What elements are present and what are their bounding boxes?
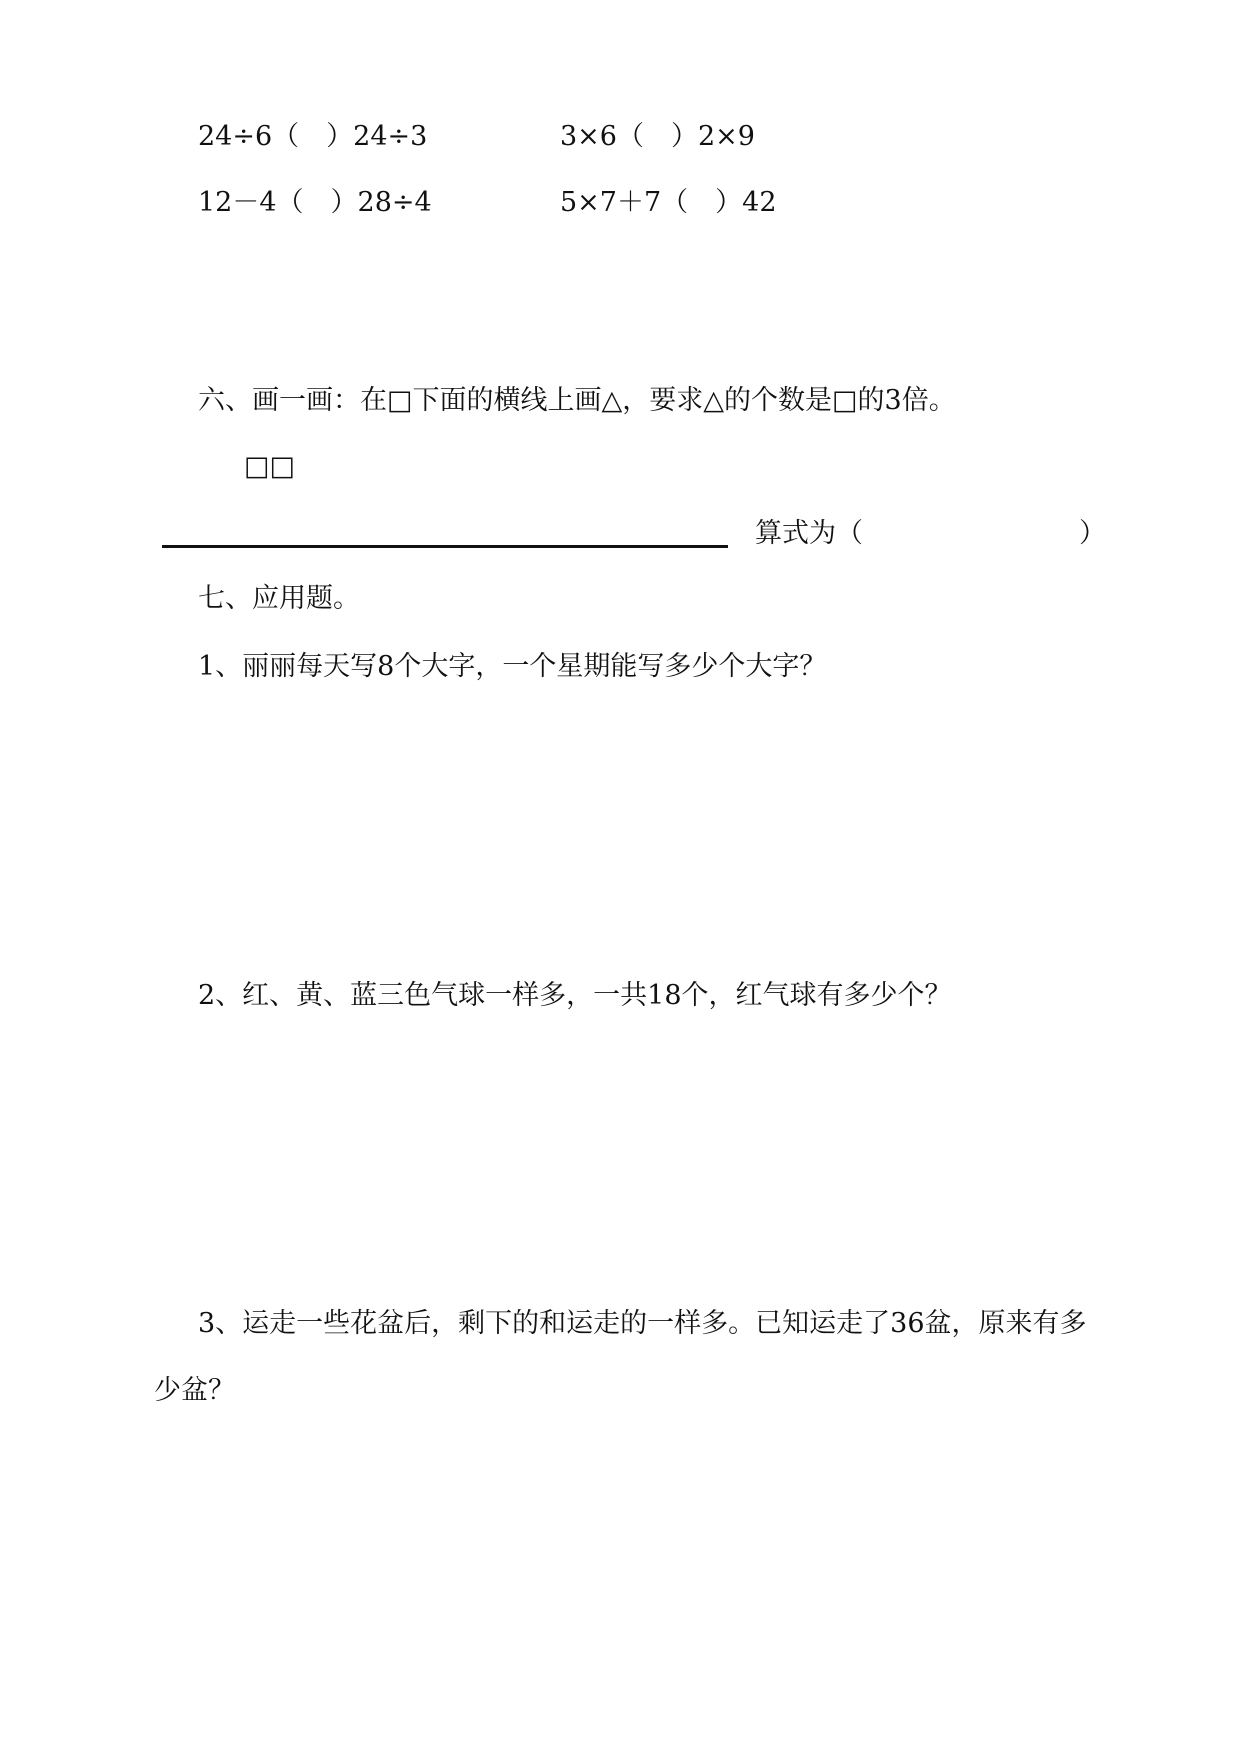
comparison-item: 5×7＋7（ ）42 — [560, 187, 777, 218]
comparison-item: 24÷6（ ）24÷3 — [198, 121, 428, 152]
section-six-heading: 六、画一画：在□下面的横线上画△，要求△的个数是□的3倍。 — [198, 385, 956, 416]
word-problem: 1、丽丽每天写8个大字，一个星期能写多少个大字？ — [198, 651, 827, 682]
word-problem-continuation: 少盆？ — [154, 1375, 235, 1406]
word-problem: 3、运走一些花盆后，剩下的和运走的一样多。已知运走了36盆，原来有多 — [198, 1308, 1087, 1339]
comparison-item: 12－4（ ）28÷4 — [198, 187, 432, 218]
squares-figure: □□ — [244, 451, 296, 482]
word-problem: 2、红、黄、蓝三色气球一样多，一共18个，红气球有多少个？ — [198, 980, 952, 1011]
section-seven-heading: 七、应用题。 — [198, 583, 360, 614]
formula-label: 算式为（ ） — [755, 518, 1106, 549]
drawing-line[interactable] — [162, 545, 728, 548]
comparison-item: 3×6（ ）2×9 — [560, 121, 755, 152]
